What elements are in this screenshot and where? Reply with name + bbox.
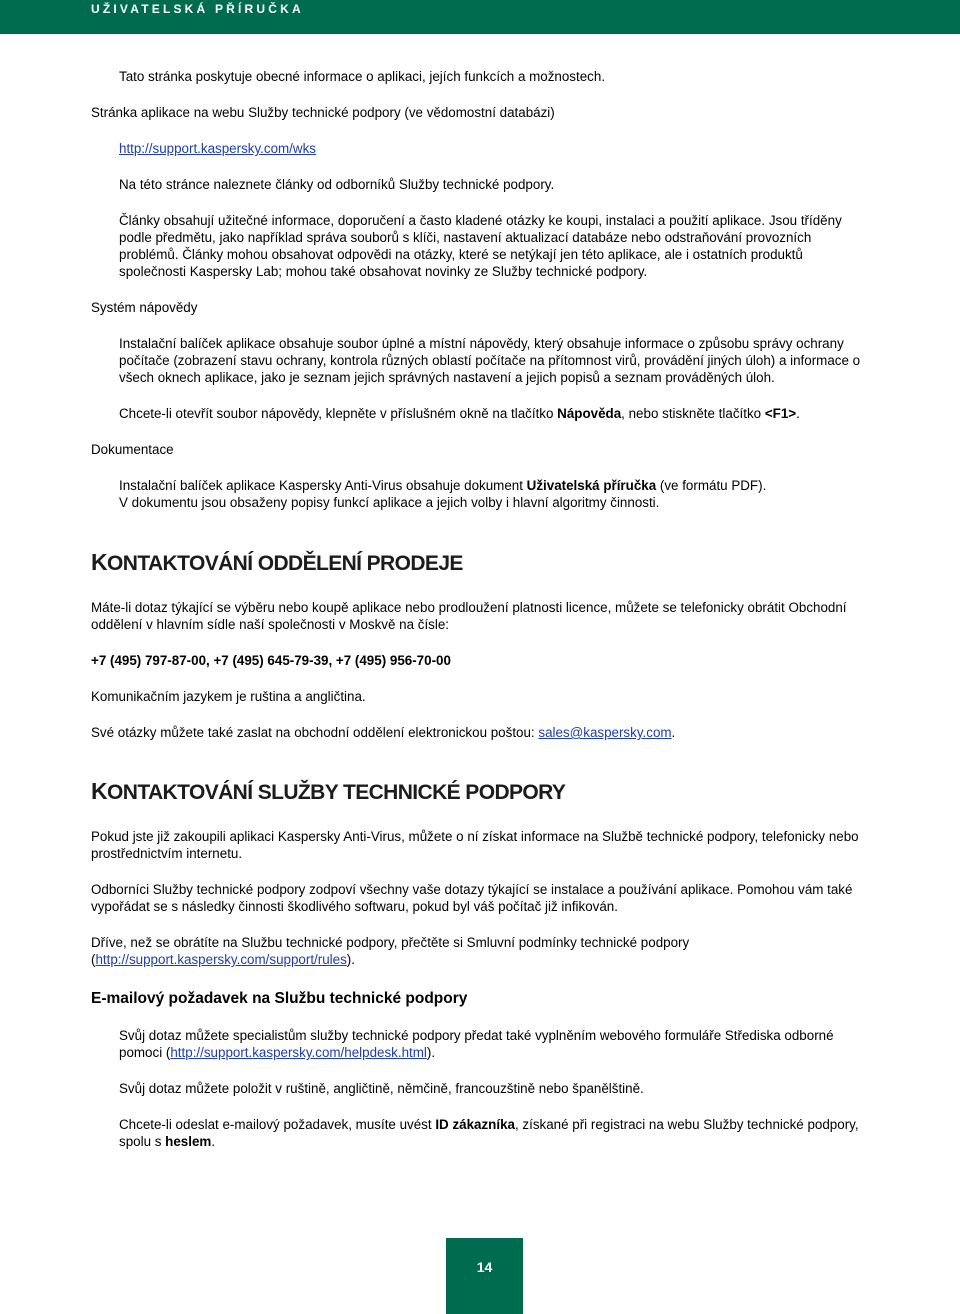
support-paragraph-3: Dříve, než se obrátíte na Službu technické podpory, přečtěte si Smluvní podmínky technické podpory (http://support.kaspersky.com/support/rules).: [91, 935, 690, 967]
email-request-heading: E-mailový požadavek na Službu technické podpory: [91, 990, 468, 1007]
sales-phones: +7 (495) 797-87-00, +7 (495) 645-79-39, +7 (495) 956-70-00: [91, 653, 451, 668]
header-bar: [0, 0, 960, 34]
support-section-title: KONTAKTOVÁNÍ SLUŽBY TECHNICKÉ PODPORY: [91, 778, 566, 804]
kb-paragraph-2: Články obsahují užitečné informace, doporučení a často kladené otázky ke koupi, instalaci a použití aplikace. Jsou tříděny podle předmětu, jako například správa souborů s klíči, nastavení aktualizací databáze nebo odstraňování provozních problémů. Články mohou obsahovat odpovědi na otázky, které se netýkají jen této aplikace, ale i ostatních produktů společnosti Kaspersky Lab; mohou také obsahovat novinky ze Služby technické podpory.: [119, 213, 842, 279]
docs-line-1: Instalační balíček aplikace Kaspersky Anti-Virus obsahuje dokument Uživatelská příručka (ve formátu PDF).: [119, 478, 767, 493]
sales-paragraph-1: Máte-li dotaz týkající se výběru nebo koupě aplikace nebo prodloužení platnosti licence, můžete se telefonicky obrátit Obchodní oddělení v hlavním sídle naší společnosti v Moskvě na čísle:: [91, 600, 847, 632]
support-paragraph-2: Odborníci Služby technické podpory zodpoví všechny vaše dotazy týkající se instalace a používání aplikace. Pomohou vám také vypořádat se s následky činnosti škodlivého softwaru, pokud byl váš počítač již infikován.: [91, 882, 853, 914]
email-request-paragraph-3: Chcete-li odeslat e-mailový požadavek, musíte uvést ID zákazníka, získané při registraci na webu Služby technické podpory, spolu s heslem.: [119, 1117, 859, 1149]
email-request-paragraph-2: Svůj dotaz můžete položit v ruštině, angličtině, němčině, francouzštině nebo španělštině.: [119, 1081, 644, 1096]
kb-heading: Stránka aplikace na webu Služby technické podpory (ve vědomostní databázi): [91, 105, 555, 120]
docs-heading: Dokumentace: [91, 442, 174, 457]
password-term: heslem: [165, 1134, 212, 1149]
sales-paragraph-2: Komunikačním jazykem je ruština a angličtina.: [91, 689, 366, 704]
sales-section-title: KONTAKTOVÁNÍ ODDĚLENÍ PRODEJE: [91, 549, 463, 575]
docs-document-name: Uživatelská příručka: [526, 478, 657, 493]
header-title: UŽIVATELSKÁ PŘÍRUČKA: [91, 2, 304, 16]
page-content: [91, 68, 871, 1150]
docs-line-2: V dokumentu jsou obsaženy popisy funkcí aplikace a jejich volby i hlavní algoritmy činnosti.: [119, 495, 660, 510]
page-number: 14: [476, 1259, 493, 1275]
support-paragraph-1: Pokud jste již zakoupili aplikaci Kaspersky Anti-Virus, můžete o ní získat informace na Službě technické podpory, telefonicky nebo prostřednictvím internetu.: [91, 829, 859, 861]
page-number-tab: [446, 1238, 523, 1314]
help-paragraph-2: Chcete-li otevřít soubor nápovědy, klepněte v příslušném okně na tlačítko Nápověda, nebo stiskněte tlačítko <F1>.: [119, 406, 800, 421]
help-paragraph-1: Instalační balíček aplikace obsahuje soubor úplné a místní nápovědy, který obsahuje informace o způsobu správy ochrany počítače (zobrazení stavu ochrany, kontrola různých oblastí počítače na přítomnost virů, provádění jiných úloh) a informace o všech oknech aplikace, jako je seznam jejich správných nastavení a jejich popisů a seznam prováděných úloh.: [119, 336, 861, 385]
help-button-name: Nápověda: [557, 406, 622, 421]
intro-text: Tato stránka poskytuje obecné informace o aplikaci, jejích funkcích a možnostech.: [119, 69, 606, 84]
kb-link[interactable]: http://support.kaspersky.com/wks: [119, 141, 316, 156]
email-request-paragraph-1: Svůj dotaz můžete specialistům služby technické podpory předat také vyplněním webového formuláře Střediska odborné pomoci (http://support.kaspersky.com/helpdesk.html).: [119, 1028, 834, 1060]
support-rules-link[interactable]: http://support.kaspersky.com/support/rules: [95, 952, 347, 967]
helpdesk-link[interactable]: http://support.kaspersky.com/helpdesk.html: [170, 1045, 427, 1060]
kb-paragraph-1: Na této stránce naleznete články od odborníků Služby technické podpory.: [119, 177, 555, 192]
sales-paragraph-3: Své otázky můžete také zaslat na obchodní oddělení elektronickou poštou: sales@kaspersky.com.: [91, 725, 676, 740]
sales-email-link[interactable]: sales@kaspersky.com: [538, 725, 672, 740]
help-heading: Systém nápovědy: [91, 300, 198, 315]
help-key-name: <F1>: [764, 406, 797, 421]
customer-id-term: ID zákazníka: [435, 1117, 515, 1132]
